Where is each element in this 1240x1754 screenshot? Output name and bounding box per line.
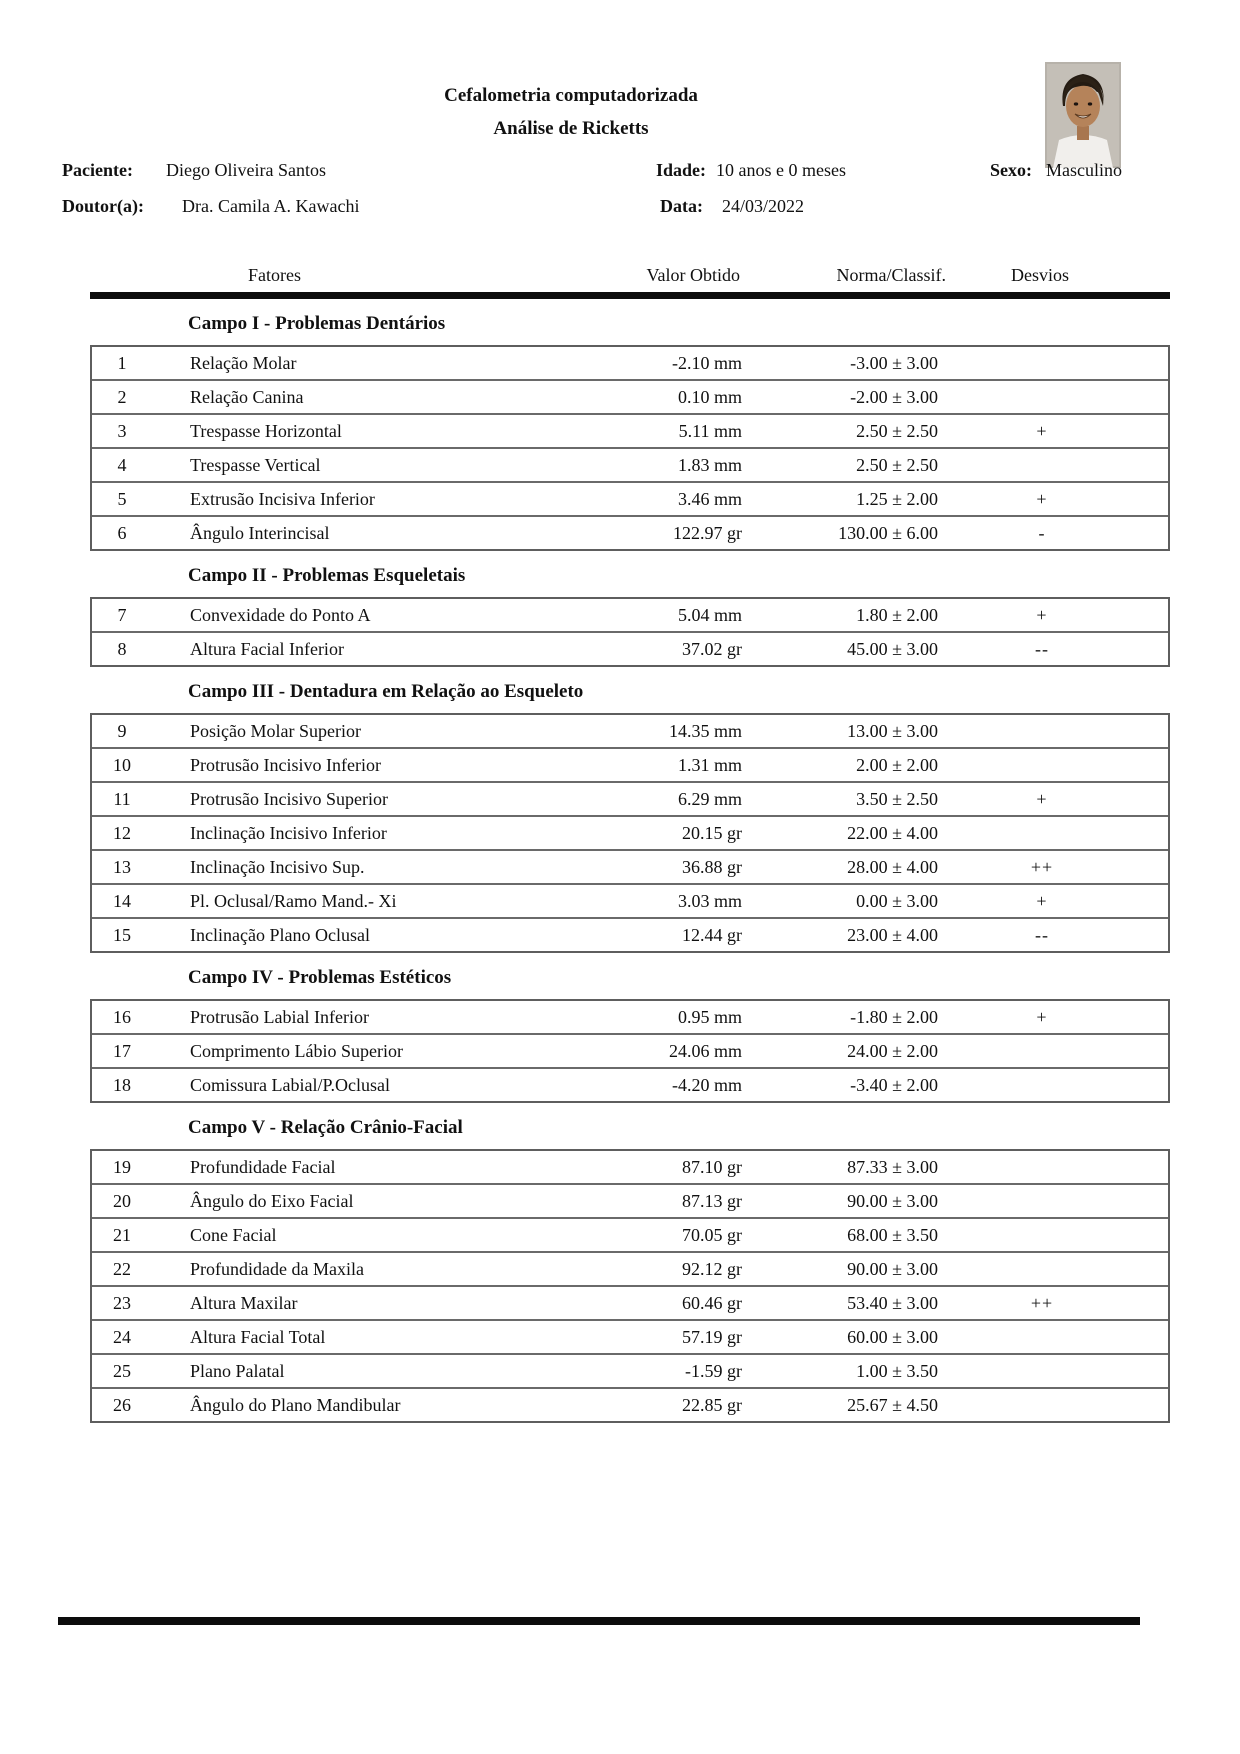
row-norm: 53.40 ± 3.00: [847, 1292, 938, 1313]
row-value: 0.95 mm: [677, 1006, 742, 1027]
idade-label: Idade:: [656, 160, 707, 180]
row-number: 11: [113, 788, 131, 809]
row-number: 17: [113, 1040, 131, 1061]
row-number: 12: [113, 822, 131, 843]
row-value: 36.88 gr: [682, 856, 742, 877]
row-norm: 2.50 ± 2.50: [856, 454, 938, 475]
row-factor: Protrusão Incisivo Superior: [190, 788, 388, 809]
row-deviation: --: [1035, 924, 1049, 945]
row-deviation: +: [1036, 890, 1048, 911]
row-value: 57.19 gr: [682, 1326, 742, 1347]
row-value: 3.46 mm: [677, 488, 742, 509]
row-factor: Ângulo do Plano Mandibular: [190, 1394, 401, 1415]
row-value: 3.03 mm: [677, 890, 742, 911]
table-row: [92, 1319, 1168, 1353]
row-norm: -3.00 ± 3.00: [850, 352, 938, 373]
row-factor: Pl. Oclusal/Ramo Mand.- Xi: [190, 890, 397, 911]
row-value: 1.83 mm: [677, 454, 742, 475]
row-value: 122.97 gr: [673, 522, 742, 543]
row-norm: 25.67 ± 4.50: [847, 1394, 938, 1415]
row-norm: -3.40 ± 2.00: [850, 1074, 938, 1095]
row-norm: 87.33 ± 3.00: [847, 1156, 938, 1177]
section-box: [90, 1149, 1170, 1423]
row-deviation: +: [1036, 488, 1048, 509]
row-factor: Relação Canina: [190, 386, 304, 407]
row-number: 7: [117, 604, 127, 625]
row-value: 6.29 mm: [677, 788, 742, 809]
row-factor: Protrusão Labial Inferior: [190, 1006, 369, 1027]
report-subtitle: Análise de Ricketts: [493, 118, 649, 139]
patient-photo: [1045, 62, 1121, 168]
table-row: [92, 1033, 1168, 1067]
row-factor: Comissura Labial/P.Oclusal: [190, 1074, 390, 1095]
row-number: 23: [113, 1292, 131, 1313]
section-title: Campo I - Problemas Dentários: [188, 313, 446, 334]
table-row: [92, 599, 1168, 631]
row-number: 20: [113, 1190, 131, 1211]
row-number: 10: [113, 754, 131, 775]
row-value: 14.35 mm: [668, 720, 742, 741]
row-number: 24: [113, 1326, 131, 1347]
section-title: Campo IV - Problemas Estéticos: [188, 967, 452, 988]
table-row: [92, 815, 1168, 849]
row-deviation: ++: [1030, 856, 1054, 877]
row-factor: Relação Molar: [190, 352, 297, 373]
row-factor: Convexidade do Ponto A: [190, 604, 371, 625]
row-deviation: +: [1036, 420, 1048, 441]
table-row: [92, 379, 1168, 413]
row-factor: Ângulo do Eixo Facial: [190, 1190, 354, 1211]
column-header-factors: Fatores: [248, 265, 301, 285]
table-row: [92, 1353, 1168, 1387]
column-header-deviation: Desvios: [1011, 265, 1069, 285]
table-row: [92, 849, 1168, 883]
row-number: 8: [117, 638, 127, 659]
row-number: 26: [113, 1394, 131, 1415]
row-factor: Ângulo Interincisal: [190, 522, 330, 543]
section-box: [90, 713, 1170, 953]
header-rule: [90, 292, 1170, 299]
row-value: 92.12 gr: [682, 1258, 742, 1279]
row-number: 5: [117, 488, 127, 509]
row-deviation: +: [1036, 788, 1048, 809]
row-value: 5.04 mm: [677, 604, 742, 625]
row-number: 2: [117, 386, 127, 407]
row-number: 13: [113, 856, 131, 877]
row-factor: Inclinação Plano Oclusal: [190, 924, 370, 945]
row-number: 18: [113, 1074, 131, 1095]
sexo-label: Sexo:: [990, 160, 1032, 180]
section-title: Campo II - Problemas Esqueletais: [188, 565, 466, 586]
table-row: [92, 747, 1168, 781]
row-factor: Trespasse Horizontal: [190, 420, 342, 441]
row-value: 37.02 gr: [682, 638, 742, 659]
table-section: [90, 1117, 1170, 1423]
footer-rule: [58, 1617, 1140, 1625]
row-norm: -2.00 ± 3.00: [850, 386, 938, 407]
table-row: [92, 515, 1168, 549]
row-norm: 24.00 ± 2.00: [847, 1040, 938, 1061]
row-norm: 68.00 ± 3.50: [847, 1224, 938, 1245]
doutor-label: Doutor(a):: [62, 196, 144, 216]
report-titles: [0, 86, 1142, 138]
row-value: 87.10 gr: [682, 1156, 742, 1177]
sections-container: [90, 313, 1170, 1423]
table-row: [92, 1151, 1168, 1183]
row-norm: 23.00 ± 4.00: [847, 924, 938, 945]
row-norm: 2.00 ± 2.00: [856, 754, 938, 775]
table-row: [92, 631, 1168, 665]
row-factor: Profundidade da Maxila: [190, 1258, 364, 1279]
row-norm: -1.80 ± 2.00: [850, 1006, 938, 1027]
column-header-value: Valor Obtido: [646, 265, 740, 285]
table-row: [92, 917, 1168, 951]
row-value: 70.05 gr: [682, 1224, 742, 1245]
row-norm: 45.00 ± 3.00: [847, 638, 938, 659]
section-box: [90, 597, 1170, 667]
row-deviation: +: [1036, 1006, 1048, 1027]
table-row: [92, 1001, 1168, 1033]
sexo-value: Masculino: [1046, 160, 1122, 180]
row-value: 22.85 gr: [682, 1394, 742, 1415]
row-norm: 90.00 ± 3.00: [847, 1258, 938, 1279]
row-factor: Altura Facial Inferior: [190, 638, 344, 659]
row-value: -1.59 gr: [685, 1360, 742, 1381]
row-deviation: -: [1038, 522, 1046, 543]
row-value: 0.10 mm: [677, 386, 742, 407]
table-row: [92, 1067, 1168, 1101]
section-title: Campo V - Relação Crânio-Facial: [188, 1117, 463, 1138]
row-factor: Cone Facial: [190, 1224, 277, 1245]
report-title: Cefalometria computadorizada: [444, 85, 698, 106]
row-number: 15: [113, 924, 131, 945]
row-norm: 60.00 ± 3.00: [847, 1326, 938, 1347]
paciente-value: Diego Oliveira Santos: [166, 160, 326, 180]
section-box: [90, 999, 1170, 1103]
measurements-table: [90, 252, 1170, 1423]
table-row: [92, 1285, 1168, 1319]
row-number: 14: [113, 890, 131, 911]
row-factor: Altura Maxilar: [190, 1292, 298, 1313]
section-box: [90, 345, 1170, 551]
row-norm: 1.25 ± 2.00: [856, 488, 938, 509]
table-row: [92, 1387, 1168, 1421]
row-factor: Plano Palatal: [190, 1360, 285, 1381]
row-norm: 28.00 ± 4.00: [847, 856, 938, 877]
row-factor: Inclinação Incisivo Inferior: [190, 822, 387, 843]
row-norm: 0.00 ± 3.00: [856, 890, 938, 911]
row-deviation: --: [1035, 638, 1049, 659]
row-factor: Comprimento Lábio Superior: [190, 1040, 403, 1061]
row-value: 24.06 mm: [668, 1040, 742, 1061]
row-value: -4.20 mm: [672, 1074, 742, 1095]
table-row: [92, 447, 1168, 481]
table-section: [90, 681, 1170, 953]
data-label: Data:: [660, 196, 703, 216]
table-section: [90, 967, 1170, 1103]
table-row: [92, 481, 1168, 515]
row-factor: Posição Molar Superior: [190, 720, 361, 741]
table-section: [90, 565, 1170, 667]
table-row: [92, 413, 1168, 447]
row-norm: 130.00 ± 6.00: [838, 522, 938, 543]
row-number: 22: [113, 1258, 131, 1279]
row-norm: 2.50 ± 2.50: [856, 420, 938, 441]
table-row: [92, 715, 1168, 747]
column-header-row: [90, 252, 1170, 286]
row-factor: Trespasse Vertical: [190, 454, 321, 475]
row-number: 19: [113, 1156, 131, 1177]
row-norm: 22.00 ± 4.00: [847, 822, 938, 843]
row-norm: 13.00 ± 3.00: [847, 720, 938, 741]
row-number: 16: [113, 1006, 131, 1027]
row-factor: Altura Facial Total: [190, 1326, 326, 1347]
idade-value: 10 anos e 0 meses: [716, 160, 846, 180]
row-number: 9: [117, 720, 127, 741]
column-header-norm: Norma/Classif.: [836, 265, 946, 285]
row-number: 21: [113, 1224, 131, 1245]
row-factor: Protrusão Incisivo Inferior: [190, 754, 381, 775]
row-factor: Profundidade Facial: [190, 1156, 336, 1177]
doutor-value: Dra. Camila A. Kawachi: [182, 196, 360, 216]
row-norm: 3.50 ± 2.50: [856, 788, 938, 809]
row-value: 1.31 mm: [677, 754, 742, 775]
table-row: [92, 781, 1168, 815]
table-section: [90, 313, 1170, 551]
row-value: 12.44 gr: [682, 924, 742, 945]
paciente-label: Paciente:: [62, 160, 133, 180]
row-value: 20.15 gr: [682, 822, 742, 843]
row-number: 25: [113, 1360, 131, 1381]
row-number: 6: [117, 522, 127, 543]
row-factor: Inclinação Incisivo Sup.: [190, 856, 365, 877]
table-row: [92, 1251, 1168, 1285]
row-number: 4: [117, 454, 127, 475]
table-row: [92, 1183, 1168, 1217]
row-norm: 1.80 ± 2.00: [856, 604, 938, 625]
section-title: Campo III - Dentadura em Relação ao Esqueleto: [188, 681, 584, 702]
row-value: 60.46 gr: [682, 1292, 742, 1313]
data-value: 24/03/2022: [722, 196, 805, 216]
row-norm: 1.00 ± 3.50: [856, 1360, 938, 1381]
row-norm: 90.00 ± 3.00: [847, 1190, 938, 1211]
row-value: -2.10 mm: [672, 352, 742, 373]
table-row: [92, 1217, 1168, 1251]
row-value: 87.13 gr: [682, 1190, 742, 1211]
table-row: [92, 347, 1168, 379]
table-row: [92, 883, 1168, 917]
row-number: 3: [117, 420, 127, 441]
row-value: 5.11 mm: [678, 420, 742, 441]
row-number: 1: [117, 352, 127, 373]
row-factor: Extrusão Incisiva Inferior: [190, 488, 375, 509]
row-deviation: +: [1036, 604, 1048, 625]
row-deviation: ++: [1030, 1292, 1054, 1313]
